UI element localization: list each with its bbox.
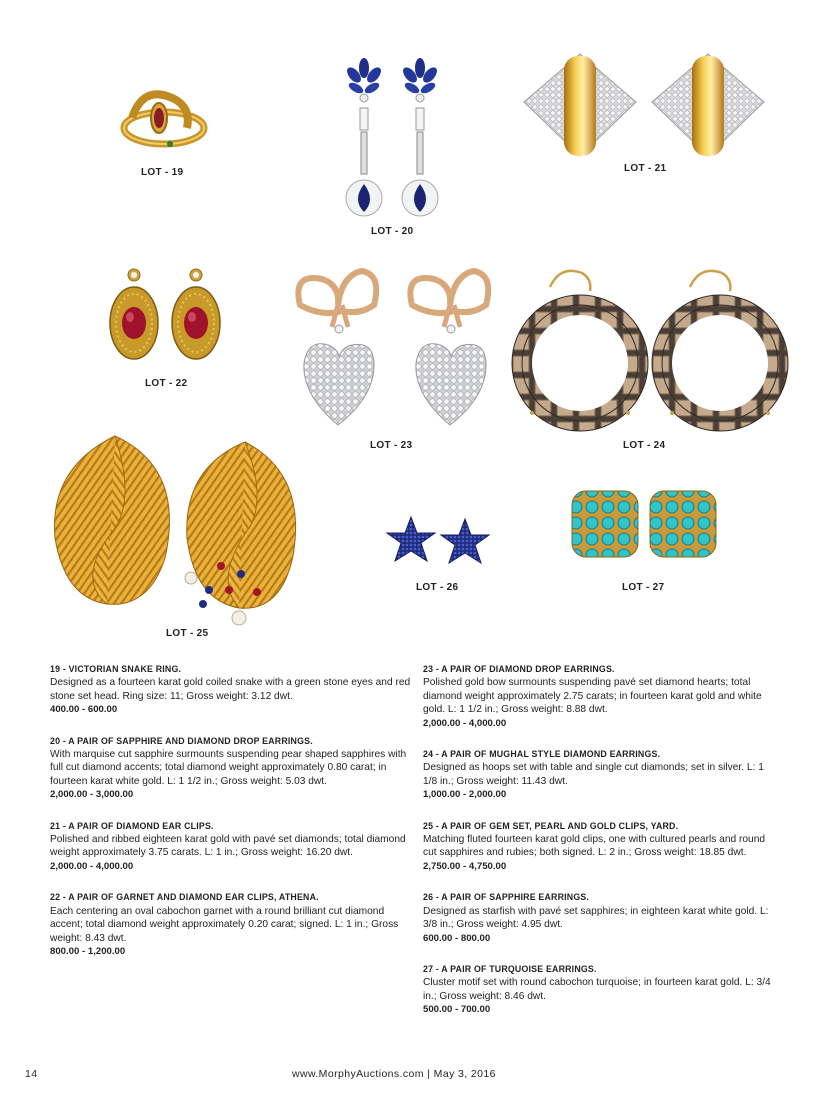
lot-entry (50, 820, 412, 874)
lot-estimate: 600.00 - 800.00 (423, 932, 491, 944)
lot-description: Polished gold bow surmounts suspending pavé set diamond hearts; total diamond weight approximately 2.75 carats; in fourteen karat gold and white gold. L: 1 1/2 in.; Gross weight: 8.88 dwt. (423, 677, 762, 716)
lot-estimate: 2,000.00 - 4,000.00 (423, 717, 507, 729)
lot-descriptions-left (50, 663, 412, 976)
sapphire-drop-earrings-photo (336, 50, 448, 225)
lot-title: 24 - A PAIR OF MUGHAL STYLE DIAMOND EARRINGS. (423, 749, 661, 760)
lot-title: 20 - A PAIR OF SAPPHIRE AND DIAMOND DROP EARRINGS. (50, 735, 313, 746)
lot-entry (423, 663, 778, 730)
mughal-hoop-earrings-photo (510, 265, 792, 437)
lot-title: 25 - A PAIR OF GEM SET, PEARL AND GOLD CLIPS, YARD. (423, 820, 679, 831)
lot-entry (423, 820, 778, 874)
fluted-gold-clips-photo (45, 428, 315, 628)
lot-estimate: 2,000.00 - 3,000.00 (50, 789, 134, 801)
lot-description: Designed as hoops set with table and single cut diamonds; set in silver. L: 1 1/8 in.; Gross weight: 11.43 dwt. (423, 762, 764, 787)
lot-label: LOT - 23 (370, 440, 413, 451)
lot-label: LOT - 21 (624, 163, 667, 174)
lot-estimate: 2,000.00 - 4,000.00 (50, 860, 134, 872)
lot-estimate: 400.00 - 600.00 (50, 704, 118, 716)
lot-estimate: 1,000.00 - 2,000.00 (423, 789, 507, 801)
sapphire-starfish-earrings-photo (385, 515, 495, 570)
lot-title: 27 - A PAIR OF TURQUOISE EARRINGS. (423, 963, 597, 974)
lot-descriptions-right (423, 663, 778, 1035)
lot-title: 21 - A PAIR OF DIAMOND EAR CLIPS. (50, 820, 214, 831)
lot-description: Designed as starfish with pavé set sapphires; in eighteen karat white gold. L: 3/8 in.; Gross weight: 4.95 dwt. (423, 905, 769, 931)
lot-description: Matching fluted fourteen karat gold clips, one with cultured pearls and round cut sapphires and rubies; both signed. L: 2 in.; Gross weight: 18.85 dwt. (423, 834, 766, 859)
lot-title: 26 - A PAIR OF SAPPHIRE EARRINGS. (423, 892, 590, 903)
lot-description: With marquise cut sapphire surmounts suspending pear shaped sapphires with full cut diamond accents; total diamond weight approximately 0.80 carat; in fourteen karat white gold. L: 1 1/2 in.; Gross weight: 5.03 dwt. (50, 749, 407, 787)
lot-label: LOT - 19 (141, 167, 184, 178)
diamond-heart-drop-earrings-photo (282, 265, 507, 430)
lot-entry (423, 748, 778, 802)
lot-estimate: 2,750.00 - 4,750.00 (423, 860, 507, 872)
lot-entry (50, 891, 412, 958)
lot-description: Each centering an oval cabochon garnet with a round brilliant cut diamond accent; total diamond weight approximately 0.20 carat; signed. L: 1 in.; Gross weight: 8.43 dwt. (50, 905, 399, 944)
footer-url-date: www.MorphyAuctions.com | May 3, 2016 (292, 1068, 496, 1080)
lot-label: LOT - 20 (371, 226, 414, 237)
lot-title: 22 - A PAIR OF GARNET AND DIAMOND EAR CLIPS, ATHENA. (50, 892, 319, 903)
lot-entry (50, 735, 412, 802)
lot-description: Polished and ribbed eighteen karat gold with pavé set diamonds; total diamond weight approximately 3.75 carats. L: 1 in.; Gross weight: 16.20 dwt. (50, 834, 406, 859)
lot-entry (423, 963, 778, 1017)
lot-label: LOT - 22 (145, 378, 188, 389)
page-number: 14 (25, 1068, 38, 1080)
lot-entry (423, 891, 778, 945)
lot-label: LOT - 27 (622, 582, 665, 593)
lot-estimate: 500.00 - 700.00 (423, 1004, 491, 1016)
turquoise-cluster-earrings-photo (568, 483, 720, 563)
lot-label: LOT - 26 (416, 582, 459, 593)
snake-ring-photo (112, 88, 217, 160)
lot-label: LOT - 25 (166, 628, 209, 639)
diamond-ear-clips-photo (520, 50, 770, 162)
lot-entry (50, 663, 412, 717)
lot-description: Cluster motif set with round cabochon turquoise; in fourteen karat gold. L: 3/4 in.; Gross weight: 8.46 dwt. (423, 977, 771, 1002)
lot-estimate: 800.00 - 1,200.00 (50, 945, 126, 957)
garnet-ear-clips-photo (106, 265, 226, 365)
lot-title: 23 - A PAIR OF DIAMOND DROP EARRINGS. (423, 664, 615, 674)
lot-description: Designed as a fourteen karat gold coiled snake with a green stone eyes and red stone set head. Ring size: 11; Gross weight: 3.12 dwt. (50, 677, 411, 702)
lot-label: LOT - 24 (623, 440, 666, 451)
lot-title: 19 - VICTORIAN SNAKE RING. (50, 664, 182, 674)
